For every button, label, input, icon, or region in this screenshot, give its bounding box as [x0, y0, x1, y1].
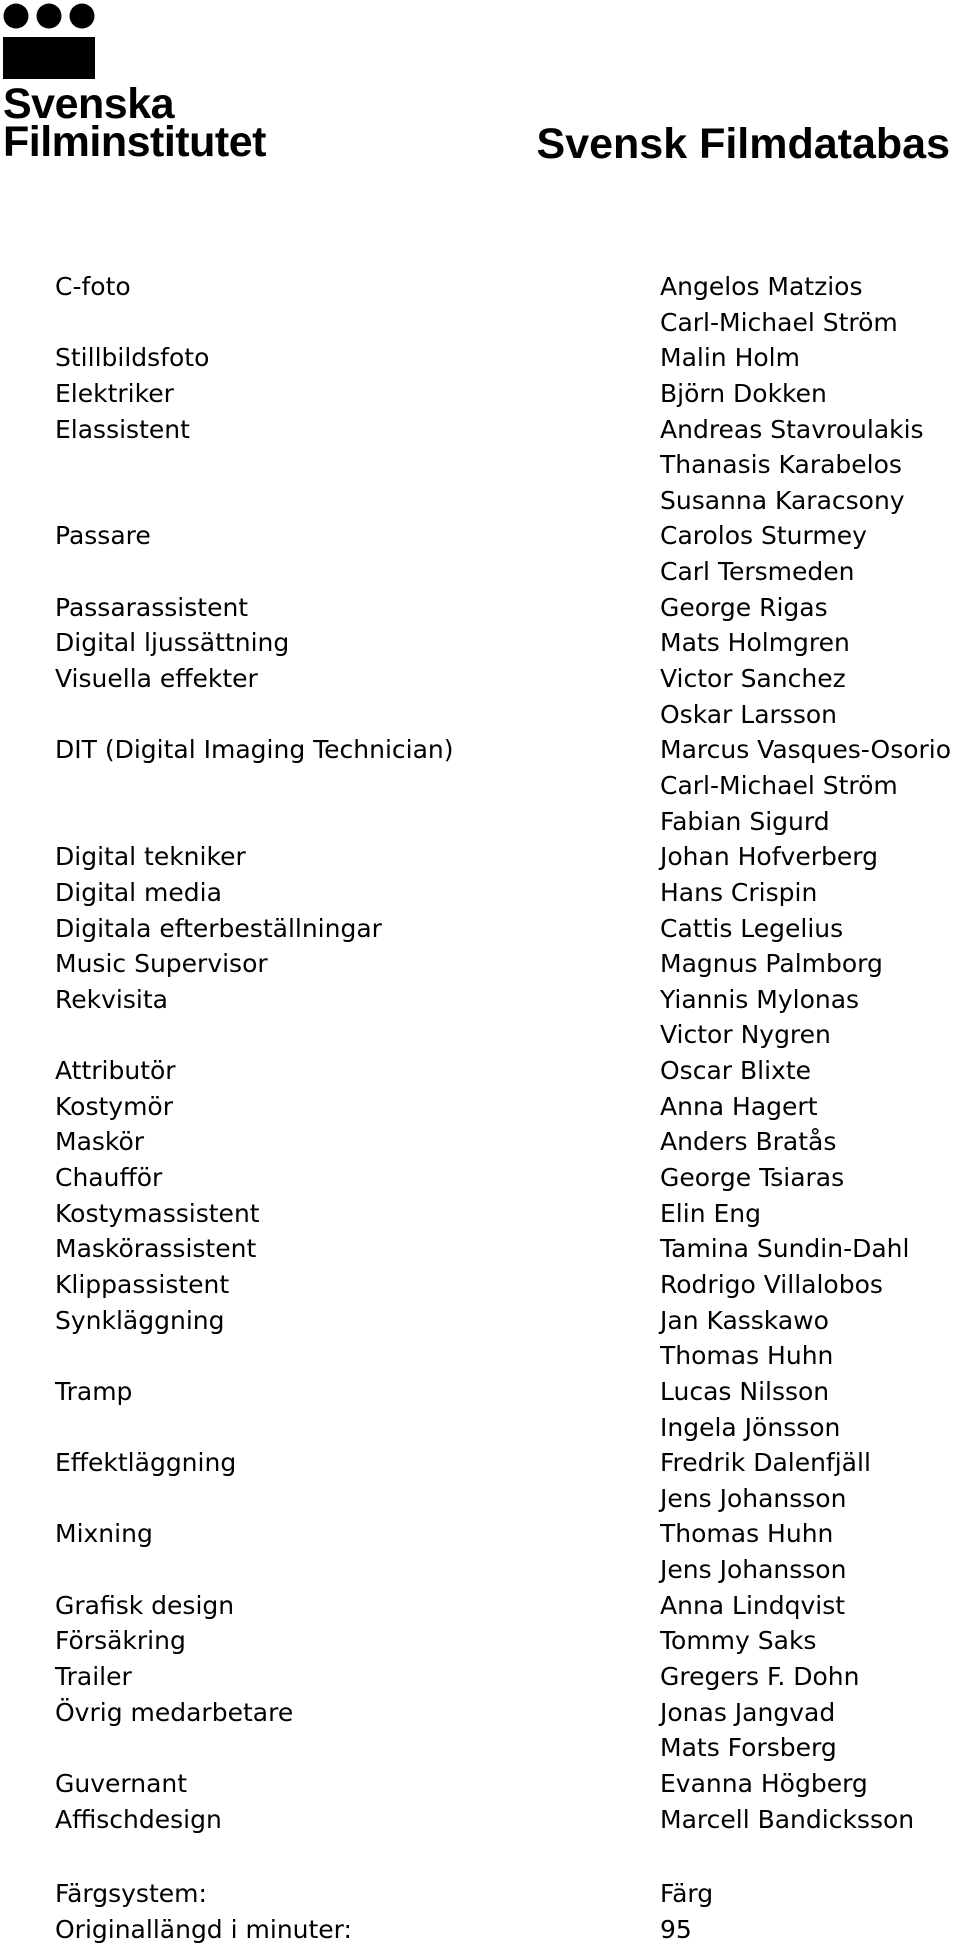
- credit-row: [55, 1196, 960, 1232]
- credit-name: Fabian Sigurd: [660, 806, 830, 836]
- credit-name: Angelos Matzios: [660, 272, 863, 301]
- logo-square-icon: [3, 37, 95, 79]
- credit-row: [55, 732, 960, 768]
- credit-name: Evanna Högberg: [660, 1768, 868, 1798]
- credit-role: Kostymassistent: [55, 1198, 260, 1228]
- credit-role: Försäkring: [55, 1626, 186, 1656]
- credit-row: [55, 1124, 960, 1160]
- credit-name: Thomas Huhn: [660, 1519, 834, 1549]
- credit-name: Lucas Nilsson: [660, 1376, 830, 1406]
- credit-name: Jens Johansson: [660, 1483, 847, 1513]
- credit-name: Mats Forsberg: [660, 1733, 837, 1763]
- credit-name: Victor Sanchez: [660, 664, 846, 694]
- color-system-label: Färgsystem:: [55, 1879, 207, 1908]
- credit-role: Mixning: [55, 1519, 153, 1549]
- original-length-value: 95: [660, 1914, 692, 1944]
- logo-text-line2: Filminstitutet: [3, 118, 266, 166]
- credit-row: [55, 1267, 960, 1303]
- credit-row: [55, 518, 960, 554]
- credit-role: Digital ljussättning: [55, 628, 290, 658]
- credit-row: [55, 1374, 960, 1410]
- credit-role: Trailer: [55, 1661, 132, 1691]
- credit-role: Visuella effekter: [55, 664, 258, 694]
- credit-role: Passarassistent: [55, 592, 249, 622]
- credit-row: [55, 1410, 960, 1446]
- credit-role: Klippassistent: [55, 1269, 230, 1299]
- credit-row: [55, 1802, 960, 1838]
- credit-row: [55, 1695, 960, 1731]
- credit-role: Chaufför: [55, 1163, 163, 1193]
- credit-name: Andreas Stavroulakis: [660, 414, 924, 444]
- credit-name: Rodrigo Villalobos: [660, 1269, 883, 1299]
- credit-name: Johan Hofverberg: [660, 842, 878, 872]
- credit-row: [55, 1588, 960, 1624]
- original-length-label: Originallängd i minuter:: [55, 1914, 352, 1944]
- credit-role: Synkläggning: [55, 1305, 225, 1335]
- credit-role: Grafisk design: [55, 1590, 235, 1620]
- credit-name: Thanasis Karabelos: [660, 450, 902, 480]
- credit-role: Övrig medarbetare: [55, 1697, 294, 1727]
- credit-role: Elassistent: [55, 414, 190, 444]
- credit-row: [55, 1231, 960, 1267]
- svenska-filminstitutet-logo: [3, 3, 266, 166]
- credit-row: [55, 1338, 960, 1374]
- credit-name: Marcus Vasques-Osorio: [660, 735, 952, 765]
- credit-row: [55, 1659, 960, 1695]
- credit-row: [55, 625, 960, 661]
- credit-row: [55, 590, 960, 626]
- credit-role: Stillbildsfoto: [55, 343, 210, 373]
- credit-row: [55, 1766, 960, 1802]
- credit-row: [55, 875, 960, 911]
- credit-name: Cattis Legelius: [660, 913, 844, 943]
- credit-role: Guvernant: [55, 1768, 188, 1798]
- credit-row: [55, 768, 960, 804]
- credit-name: Mats Holmgren: [660, 628, 850, 658]
- credit-role: C-foto: [55, 272, 131, 301]
- credit-name: Jens Johansson: [660, 1555, 847, 1585]
- credit-row: [55, 982, 960, 1018]
- credit-row: [55, 1481, 960, 1517]
- credit-role: DIT (Digital Imaging Technician): [55, 735, 454, 765]
- color-system-row: [55, 1876, 960, 1912]
- credit-row: [55, 269, 960, 305]
- credit-row: [55, 1160, 960, 1196]
- credit-row: [55, 554, 960, 590]
- credit-role: Digitala efterbeställningar: [55, 913, 382, 943]
- credit-role: Affischdesign: [55, 1804, 222, 1834]
- credit-role: Kostymör: [55, 1091, 173, 1121]
- credit-name: George Rigas: [660, 592, 828, 622]
- credit-row: [55, 697, 960, 733]
- credit-name: Jonas Jangvad: [660, 1697, 836, 1727]
- credit-name: Victor Nygren: [660, 1020, 831, 1050]
- credit-row: [55, 804, 960, 840]
- credit-row: [55, 1089, 960, 1125]
- credit-name: Carl-Michael Ström: [660, 770, 898, 800]
- credit-name: Yiannis Mylonas: [660, 984, 860, 1014]
- credit-row: [55, 1730, 960, 1766]
- credit-name: Tamina Sundin-Dahl: [660, 1234, 910, 1264]
- credit-name: Anna Hagert: [660, 1091, 818, 1121]
- credit-name: Björn Dokken: [660, 378, 827, 408]
- credit-name: Marcell Bandicksson: [660, 1804, 915, 1834]
- credit-name: Oscar Blixte: [660, 1056, 812, 1086]
- credit-role: Passare: [55, 521, 151, 551]
- film-info: [55, 1876, 960, 1947]
- credit-name: Susanna Karacsony: [660, 485, 905, 515]
- credit-name: Malin Holm: [660, 343, 800, 373]
- credit-name: Carolos Sturmey: [660, 521, 867, 551]
- credit-row: [55, 1303, 960, 1339]
- page-title: Svensk Filmdatabas: [536, 120, 950, 168]
- credit-name: Gregers F. Dohn: [660, 1661, 860, 1691]
- credit-row: [55, 1623, 960, 1659]
- credit-name: Ingela Jönsson: [660, 1412, 841, 1442]
- credit-name: Tommy Saks: [660, 1626, 817, 1656]
- credit-row: [55, 1516, 960, 1552]
- credit-name: Hans Crispin: [660, 877, 818, 907]
- credit-name: Anders Bratås: [660, 1127, 837, 1157]
- credit-row: [55, 839, 960, 875]
- credit-role: Tramp: [55, 1376, 133, 1406]
- credit-role: Music Supervisor: [55, 949, 268, 979]
- credit-row: [55, 1053, 960, 1089]
- credit-name: Anna Lindqvist: [660, 1590, 846, 1620]
- credit-role: Rekvisita: [55, 984, 168, 1014]
- credit-name: Magnus Palmborg: [660, 949, 883, 979]
- credit-row: [55, 447, 960, 483]
- credit-row: [55, 1445, 960, 1481]
- credit-row: [55, 946, 960, 982]
- credit-name: Jan Kasskawo: [660, 1305, 829, 1335]
- credit-row: [55, 1017, 960, 1053]
- credit-name: Carl-Michael Ström: [660, 307, 898, 337]
- color-system-value: Färg: [660, 1879, 714, 1908]
- logo-dots-icon: [3, 3, 103, 33]
- credit-row: [55, 911, 960, 947]
- credit-name: Thomas Huhn: [660, 1341, 834, 1371]
- credit-name: Oskar Larsson: [660, 699, 838, 729]
- credit-row: [55, 340, 960, 376]
- original-length-row: [55, 1912, 960, 1948]
- credit-row: [55, 305, 960, 341]
- logo-text-line1: Svenska: [3, 80, 175, 128]
- credit-role: Digital media: [55, 877, 222, 907]
- credit-name: Carl Tersmeden: [660, 557, 855, 587]
- credits-list: [55, 269, 960, 1837]
- credit-row: [55, 376, 960, 412]
- credit-role: Maskör: [55, 1127, 145, 1157]
- credit-name: Fredrik Dalenfjäll: [660, 1448, 871, 1478]
- credit-row: [55, 483, 960, 519]
- credit-name: George Tsiaras: [660, 1163, 845, 1193]
- credit-role: Effektläggning: [55, 1448, 237, 1478]
- credit-role: Digital tekniker: [55, 842, 246, 872]
- credit-role: Maskörassistent: [55, 1234, 257, 1264]
- credit-name: Elin Eng: [660, 1198, 761, 1228]
- credit-row: [55, 412, 960, 448]
- credit-role: Elektriker: [55, 378, 174, 408]
- credit-row: [55, 1552, 960, 1588]
- credit-role: Attributör: [55, 1056, 176, 1086]
- credit-row: [55, 661, 960, 697]
